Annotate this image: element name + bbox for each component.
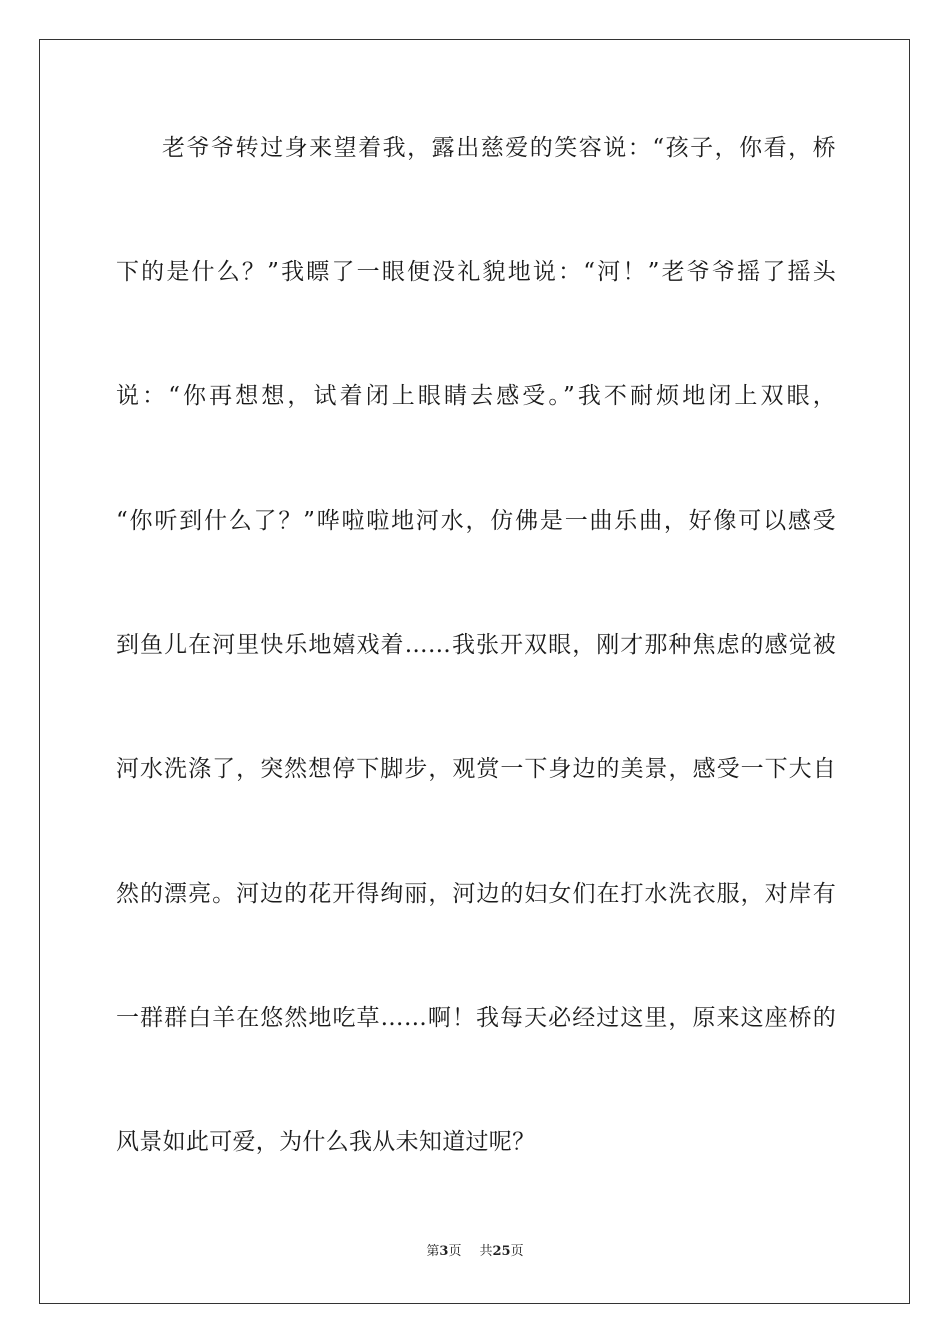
total-suffix: 页	[510, 1244, 524, 1259]
total-prefix: 共	[479, 1244, 493, 1259]
page-footer	[0, 1243, 950, 1261]
paragraph-line-3: 说：“你再想想，试着闭上眼睛去感受。”我不耐烦地闭上双眼，	[116, 383, 836, 409]
page-border	[39, 39, 910, 1304]
paragraph-line-1: 老爷爷转过身来望着我，露出慈爱的笑容说：“孩子，你看，桥	[162, 135, 836, 161]
total-pages: 25	[492, 1244, 511, 1259]
paragraph-line-2: 下的是什么？”我瞟了一眼便没礼貌地说：“河！”老爷爷摇了摇头	[116, 259, 836, 285]
paragraph-line-7: 然的漂亮。河边的花开得绚丽，河边的妇女们在打水洗衣服，对岸有	[116, 881, 836, 907]
page-suffix: 页	[448, 1244, 462, 1259]
paragraph-line-5: 到鱼儿在河里快乐地嬉戏着……我张开双眼，刚才那种焦虑的感觉被	[116, 632, 836, 658]
page-prefix: 第	[426, 1244, 440, 1259]
paragraph-line-6: 河水洗涤了，突然想停下脚步，观赏一下身边的美景，感受一下大自	[116, 756, 836, 782]
paragraph-line-4: “你听到什么了？”哗啦啦地河水，仿佛是一曲乐曲，好像可以感受	[116, 508, 836, 534]
page-number: 3	[439, 1244, 449, 1259]
paragraph-line-8: 一群群白羊在悠然地吃草……啊！我每天必经过这里，原来这座桥的	[116, 1005, 836, 1031]
paragraph-line-9: 风景如此可爱，为什么我从未知道过呢？	[116, 1129, 536, 1155]
